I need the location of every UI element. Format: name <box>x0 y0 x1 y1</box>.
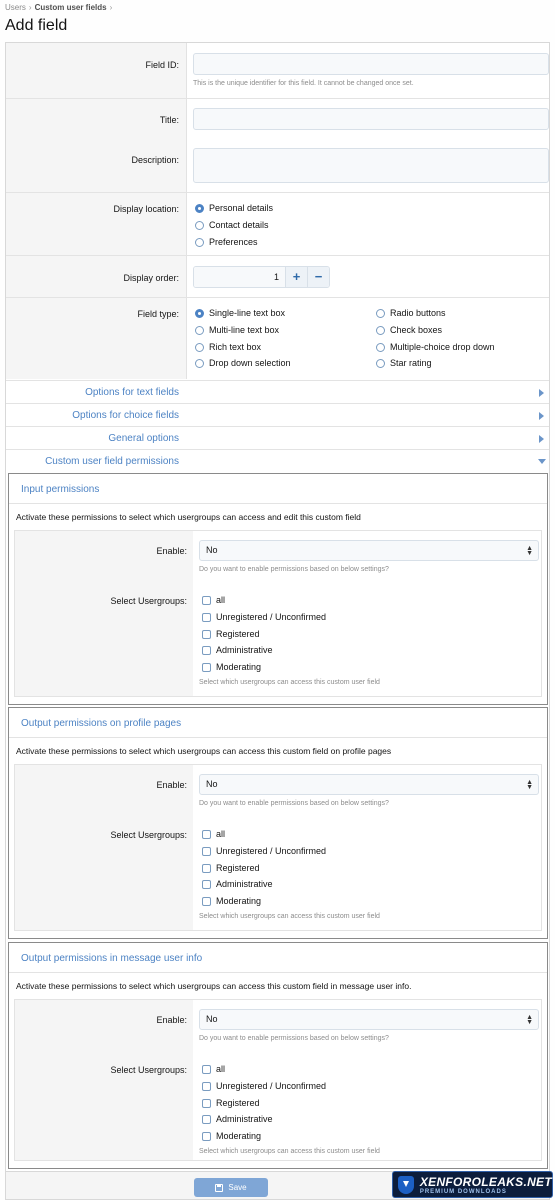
radio-icon <box>195 343 204 352</box>
divider <box>9 503 547 504</box>
description-textarea[interactable] <box>193 148 549 183</box>
radio-icon <box>376 359 385 368</box>
section-options-text-fields[interactable]: Options for text fields <box>6 380 549 403</box>
breadcrumb-users-link[interactable]: Users <box>5 3 26 12</box>
divider <box>9 737 547 738</box>
save-disk-icon <box>215 1184 223 1192</box>
shield-download-icon <box>398 1176 414 1194</box>
checkbox-icon <box>202 1082 211 1091</box>
display-location-personal-details[interactable]: Personal details <box>195 203 273 213</box>
title-input[interactable] <box>193 108 549 130</box>
usergroup-registered-checkbox[interactable]: Registered <box>202 863 260 873</box>
usergroup-administrative-checkbox[interactable]: Administrative <box>202 645 273 655</box>
enable-select[interactable]: No ▲ ▼ <box>199 774 539 795</box>
checkbox-icon <box>202 646 211 655</box>
display-location-contact-details[interactable]: Contact details <box>195 220 269 230</box>
row-divider <box>6 98 549 99</box>
usergroup-unregistered-checkbox[interactable]: Unregistered / Unconfirmed <box>202 846 326 856</box>
enable-hint: Do you want to enable permissions based on below settings? <box>199 1035 389 1042</box>
enable-label: Enable: <box>156 1015 187 1025</box>
increment-button[interactable]: + <box>285 267 307 287</box>
description-label: Description: <box>131 155 179 165</box>
display-order-input[interactable]: 1 <box>194 267 285 287</box>
save-button[interactable]: Save <box>194 1178 268 1197</box>
radio-selected-icon <box>195 204 204 213</box>
usergroup-registered-checkbox[interactable]: Registered <box>202 629 260 639</box>
usergroups-hint: Select which usergroups can access this custom user field <box>199 913 380 920</box>
field-type-rich-text[interactable]: Rich text box <box>195 342 261 352</box>
decrement-button[interactable]: − <box>307 267 329 287</box>
chevron-right-icon: › <box>28 3 32 12</box>
checkbox-icon <box>202 630 211 639</box>
field-type-label: Field type: <box>137 309 179 319</box>
row-divider <box>6 297 549 298</box>
field-type-check-boxes[interactable]: Check boxes <box>376 325 442 335</box>
chevron-right-icon <box>539 435 544 443</box>
field-type-multi-choice-drop-down[interactable]: Multiple-choice drop down <box>376 342 495 352</box>
enable-select[interactable]: No ▲ ▼ <box>199 540 539 561</box>
radio-icon <box>195 238 204 247</box>
checkbox-icon <box>202 830 211 839</box>
permission-box-description: Activate these permissions to select which usergroups can access this custom field on profile pages <box>16 746 392 756</box>
usergroup-unregistered-checkbox[interactable]: Unregistered / Unconfirmed <box>202 612 326 622</box>
output-permissions-message-box <box>8 942 548 1169</box>
usergroup-moderating-checkbox[interactable]: Moderating <box>202 896 261 906</box>
permission-box-title: Output permissions in message user info <box>21 953 203 964</box>
breadcrumb-custom-user-fields-link[interactable]: Custom user fields <box>34 3 107 12</box>
radio-icon <box>195 221 204 230</box>
checkbox-icon <box>202 596 211 605</box>
checkbox-icon <box>202 847 211 856</box>
radio-icon <box>195 359 204 368</box>
permission-box-description: Activate these permissions to select which usergroups can access and edit this custom field <box>16 512 361 522</box>
permission-box-title: Output permissions on profile pages <box>21 718 182 729</box>
radio-icon <box>376 343 385 352</box>
enable-select[interactable]: No ▲ ▼ <box>199 1009 539 1030</box>
checkbox-icon <box>202 880 211 889</box>
field-id-label: Field ID: <box>145 60 179 70</box>
checkbox-icon <box>202 864 211 873</box>
radio-icon <box>376 326 385 335</box>
usergroup-registered-checkbox[interactable]: Registered <box>202 1098 260 1108</box>
field-id-hint: This is the unique identifier for this field. It cannot be changed once set. <box>193 80 414 87</box>
display-order-stepper <box>193 266 330 288</box>
field-type-drop-down[interactable]: Drop down selection <box>195 358 291 368</box>
radio-selected-icon <box>195 309 204 318</box>
radio-icon <box>376 309 385 318</box>
watermark-title: XENFOROLEAKS.NET <box>419 1174 552 1189</box>
select-usergroups-label: Select Usergroups: <box>110 596 187 606</box>
checkbox-icon <box>202 663 211 672</box>
display-order-label: Display order: <box>123 273 179 283</box>
usergroup-all-checkbox[interactable]: all <box>202 1064 225 1074</box>
checkbox-icon <box>202 1132 211 1141</box>
usergroup-all-checkbox[interactable]: all <box>202 595 225 605</box>
row-divider <box>6 192 549 193</box>
usergroups-hint: Select which usergroups can access this custom user field <box>199 1148 380 1155</box>
permission-box-title: Input permissions <box>21 484 100 495</box>
select-arrows-icon: ▲ ▼ <box>526 779 533 791</box>
section-options-choice-fields[interactable]: Options for choice fields <box>6 403 549 426</box>
permission-settings <box>14 530 542 697</box>
chevron-down-icon <box>538 459 546 464</box>
enable-label: Enable: <box>156 780 187 790</box>
usergroup-moderating-checkbox[interactable]: Moderating <box>202 1131 261 1141</box>
output-permissions-profile-box <box>8 707 548 939</box>
usergroups-hint: Select which usergroups can access this custom user field <box>199 679 380 686</box>
title-label: Title: <box>159 115 179 125</box>
row-divider <box>6 255 549 256</box>
permission-settings <box>14 764 542 931</box>
field-type-multi-line[interactable]: Multi-line text box <box>195 325 279 335</box>
enable-hint: Do you want to enable permissions based on below settings? <box>199 566 389 573</box>
page-title: Add field <box>5 17 68 34</box>
select-arrows-icon: ▲ ▼ <box>526 545 533 557</box>
section-general-options[interactable]: General options <box>6 426 549 449</box>
chevron-right-icon <box>539 389 544 397</box>
display-location-preferences[interactable]: Preferences <box>195 237 258 247</box>
add-field-form <box>5 42 550 1172</box>
checkbox-icon <box>202 1099 211 1108</box>
usergroup-administrative-checkbox[interactable]: Administrative <box>202 879 273 889</box>
permission-box-description: Activate these permissions to select which usergroups can access this custom field in message user info. <box>16 981 412 991</box>
checkbox-icon <box>202 613 211 622</box>
chevron-right-icon: › <box>109 3 113 12</box>
section-custom-user-field-permissions[interactable]: Custom user field permissions <box>6 449 549 472</box>
enable-hint: Do you want to enable permissions based on below settings? <box>199 800 389 807</box>
usergroup-administrative-checkbox[interactable]: Administrative <box>202 1114 273 1124</box>
select-arrows-icon: ▲ ▼ <box>526 1014 533 1026</box>
enable-label: Enable: <box>156 546 187 556</box>
checkbox-icon <box>202 1065 211 1074</box>
checkbox-icon <box>202 1115 211 1124</box>
field-type-radio-buttons[interactable]: Radio buttons <box>376 308 446 318</box>
watermark-logo <box>392 1171 553 1198</box>
usergroup-all-checkbox[interactable]: all <box>202 829 225 839</box>
select-usergroups-label: Select Usergroups: <box>110 1065 187 1075</box>
chevron-right-icon <box>539 412 544 420</box>
field-type-single-line[interactable]: Single-line text box <box>195 308 285 318</box>
display-location-label: Display location: <box>113 204 179 214</box>
permission-settings <box>14 999 542 1161</box>
breadcrumb <box>5 3 112 12</box>
input-permissions-box <box>8 473 548 705</box>
divider <box>9 972 547 973</box>
checkbox-icon <box>202 897 211 906</box>
watermark-subtitle: PREMIUM DOWNLOADS <box>419 1188 507 1195</box>
radio-icon <box>195 326 204 335</box>
field-type-star-rating[interactable]: Star rating <box>376 358 432 368</box>
field-id-input[interactable] <box>193 53 549 75</box>
usergroup-moderating-checkbox[interactable]: Moderating <box>202 662 261 672</box>
usergroup-unregistered-checkbox[interactable]: Unregistered / Unconfirmed <box>202 1081 326 1091</box>
select-usergroups-label: Select Usergroups: <box>110 830 187 840</box>
